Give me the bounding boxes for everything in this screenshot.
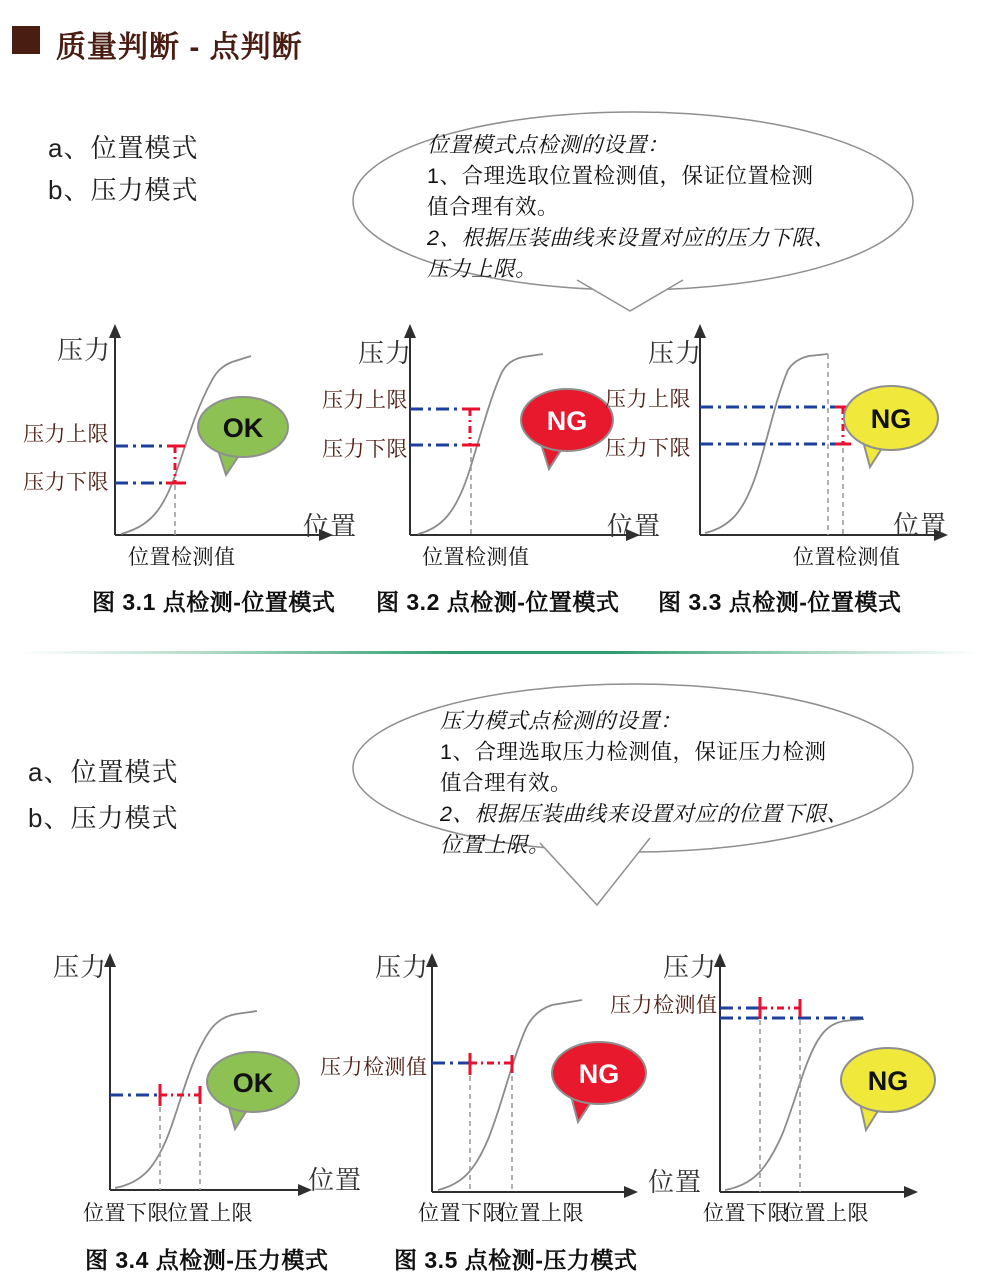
press-fit-curve (725, 1019, 864, 1190)
x-axis-label: 位置 (308, 1165, 363, 1195)
pressure-detect-value-label: 压力检测值 (610, 994, 718, 1017)
lower-limit-label: 压力下限 (322, 438, 408, 461)
y-axis-label: 压力 (53, 952, 108, 982)
x-axis-label: 位置 (607, 511, 662, 541)
figure-3-2-caption: 图 3.2 点检测-位置模式 (376, 589, 620, 615)
callout-line: 位置模式点检测的设置： (427, 133, 670, 157)
detect-value-label: 位置检测值 (128, 546, 236, 569)
position-upper-limit-label: 位置上限 (783, 1202, 869, 1225)
figure-3-3-chart (600, 320, 1000, 570)
callout-pressure-mode-settings (350, 682, 930, 917)
x-axis-label: 位置 (303, 511, 358, 541)
position-upper-limit-label: 位置上限 (498, 1202, 584, 1225)
upper-limit-label: 压力上限 (23, 423, 109, 446)
callout-line: 压力模式点检测的设置： (440, 709, 683, 733)
position-upper-limit-label: 位置上限 (167, 1202, 253, 1225)
callout-line: 位置上限。 (440, 833, 551, 857)
upper-limit-label: 压力上限 (322, 389, 408, 412)
callout-line: 值合理有效。 (427, 195, 560, 219)
callout-text (427, 130, 897, 285)
callout-position-mode-settings (350, 108, 930, 323)
list-item-pressure-mode-1: b、压力模式 (48, 175, 199, 205)
callout-line: 1、合理选取位置检测值，保证位置检测 (427, 164, 814, 188)
press-fit-curve (438, 1000, 582, 1190)
figure-canvas (600, 945, 1000, 1195)
figure-pressure-mode-ng-late (600, 945, 1000, 1230)
detect-value-label: 位置检测值 (793, 546, 901, 569)
x-axis-label: 位置 (893, 510, 948, 540)
callout-line: 值合理有效。 (440, 771, 573, 795)
position-lower-limit-label: 位置下限 (703, 1202, 789, 1225)
upper-limit-label: 压力上限 (605, 388, 691, 411)
ok-badge-label: OK (222, 413, 264, 443)
position-lower-limit-label: 位置下限 (418, 1202, 504, 1225)
lower-limit-label: 压力下限 (605, 437, 691, 460)
position-lower-limit-label: 位置下限 (83, 1202, 169, 1225)
ng-badge-label: NG (546, 406, 588, 436)
x-axis-label: 位置 (648, 1167, 703, 1197)
callout-line: 压力上限。 (427, 257, 538, 281)
title-bullet-square (12, 26, 40, 54)
x-axis-arrow-icon (904, 1186, 918, 1198)
figure-3-5-caption: 图 3.5 点检测-压力模式 (394, 1247, 638, 1273)
figure-3-4-chart (15, 945, 365, 1230)
page-title: 质量判断 - 点判断 (56, 31, 303, 64)
lower-limit-label: 压力下限 (23, 471, 109, 494)
y-axis-label: 压力 (663, 952, 718, 982)
figure-3-1-chart (15, 320, 370, 570)
section-divider (20, 651, 980, 654)
callout-line: 1、合理选取压力检测值，保证压力检测 (440, 740, 827, 764)
ng-badge-label: NG (870, 404, 912, 434)
y-axis-label: 压力 (57, 335, 112, 365)
y-axis-label: 压力 (648, 338, 703, 368)
figure-3-4-caption: 图 3.4 点检测-压力模式 (85, 1247, 329, 1273)
detect-value-label: 位置检测值 (422, 546, 530, 569)
list-item-position-mode-1: a、位置模式 (48, 133, 199, 163)
ng-badge-label: NG (867, 1066, 909, 1096)
callout-line: 2、根据压装曲线来设置对应的压力下限、 (427, 226, 836, 250)
y-axis-label: 压力 (358, 338, 413, 368)
list-item-position-mode-2: a、位置模式 (28, 757, 179, 787)
figure-3-3-caption: 图 3.3 点检测-位置模式 (658, 589, 902, 615)
callout-line: 2、根据压装曲线来设置对应的位置下限、 (440, 802, 849, 826)
list-item-pressure-mode-2: b、压力模式 (28, 803, 179, 833)
y-axis-label: 压力 (375, 952, 430, 982)
ng-badge-label: NG (578, 1059, 620, 1089)
ok-badge-label: OK (232, 1068, 274, 1098)
figure-3-1-caption: 图 3.1 点检测-位置模式 (92, 589, 336, 615)
pressure-detect-value-label: 压力检测值 (320, 1056, 428, 1079)
callout-text (440, 706, 910, 861)
